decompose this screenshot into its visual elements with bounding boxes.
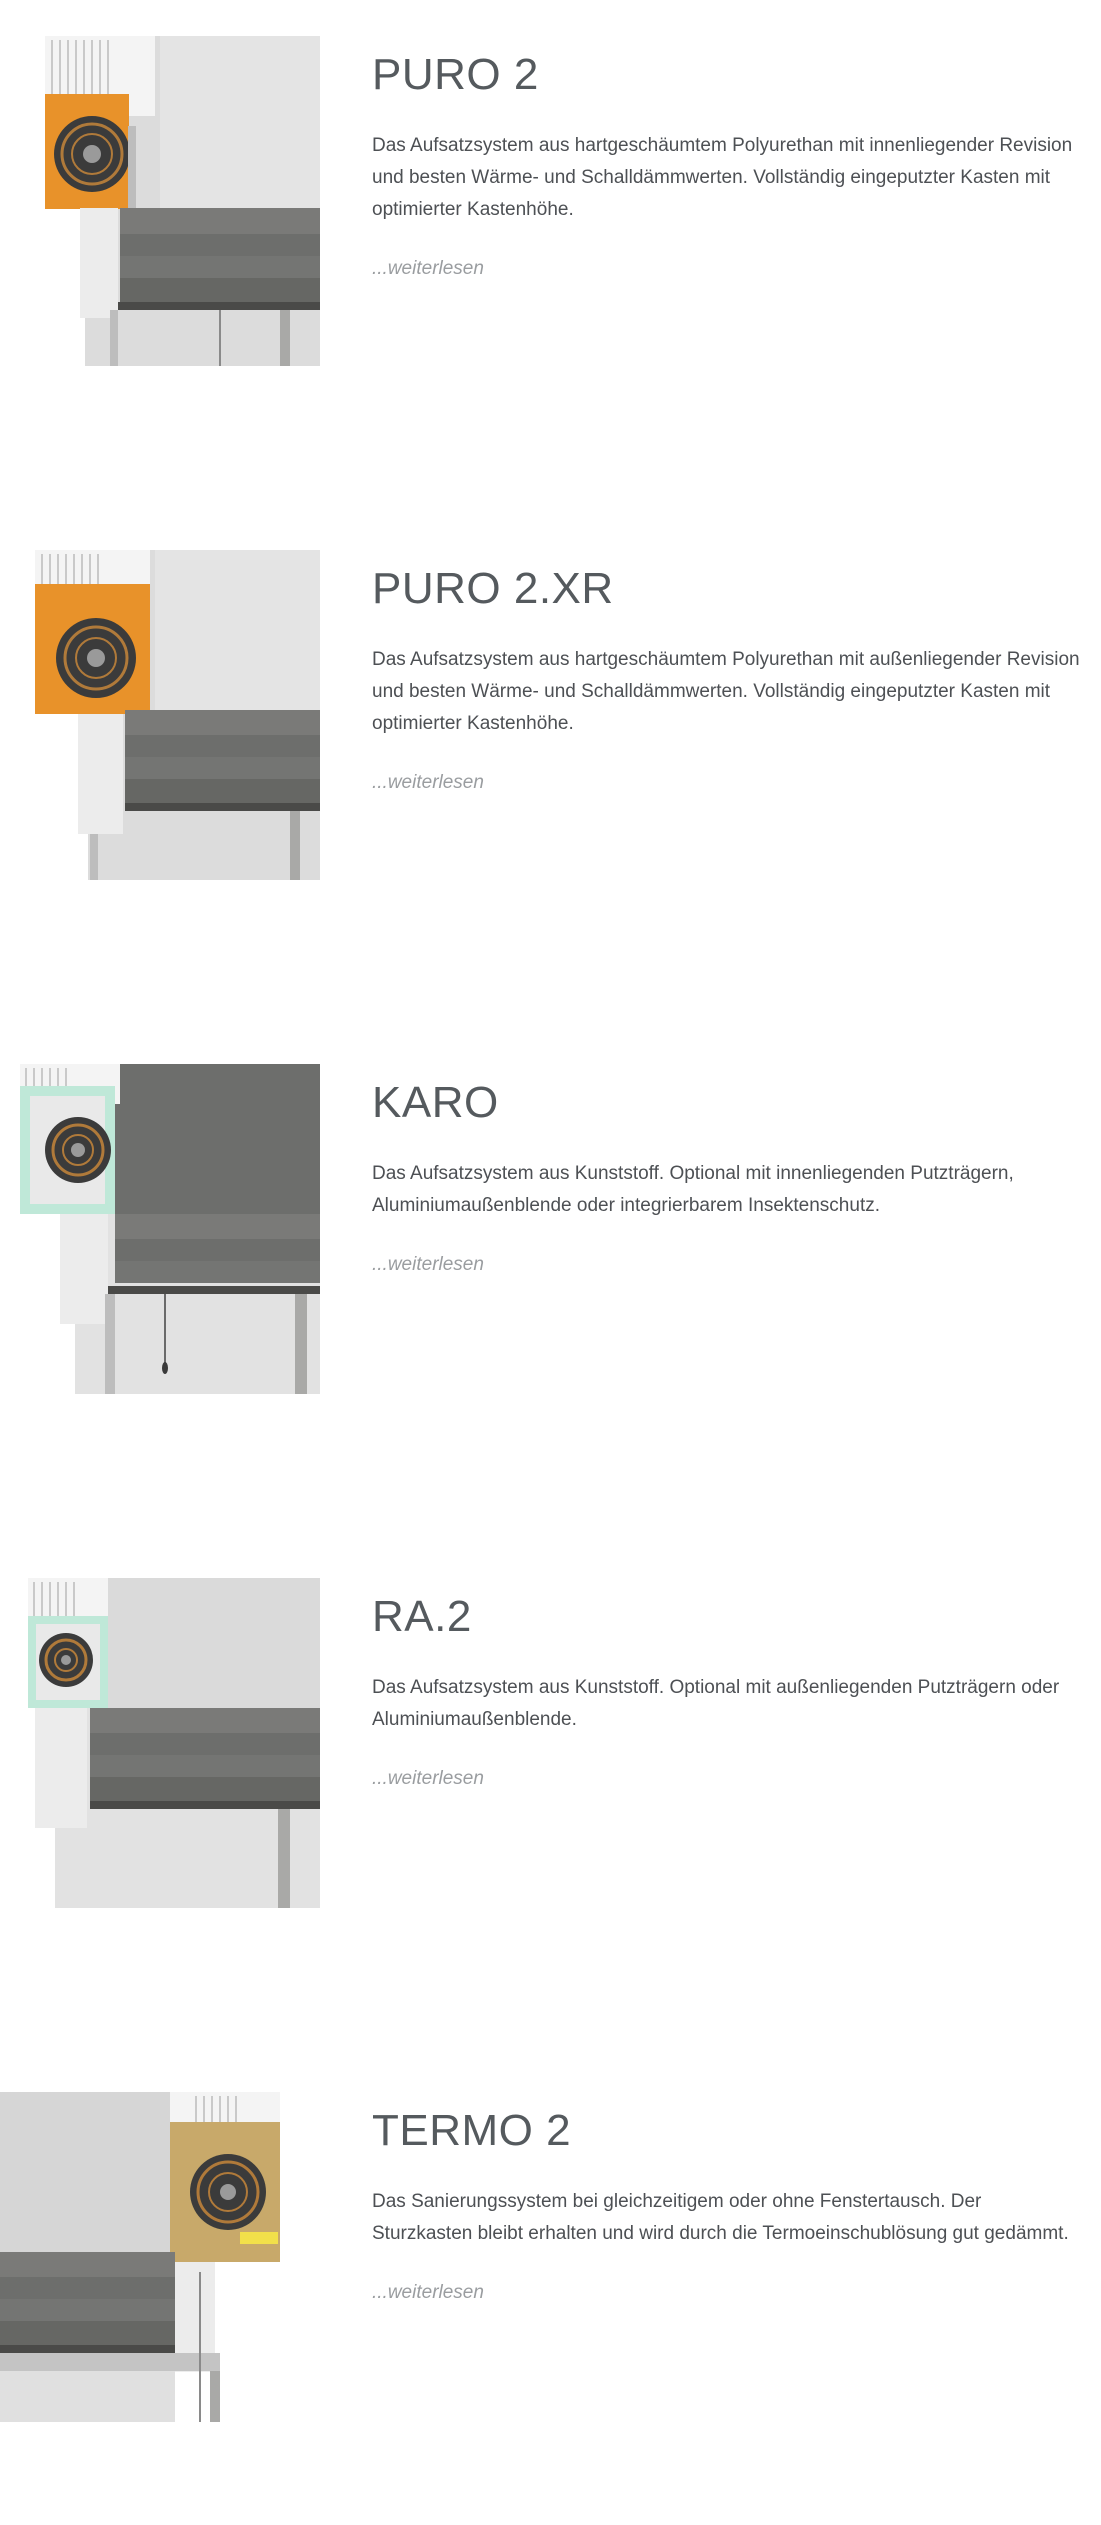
product-title: PURO 2	[372, 50, 539, 99]
roller-shutter-box-icon	[0, 36, 320, 366]
roller-shutter-box-icon	[0, 2092, 320, 2422]
product-text	[372, 1078, 1082, 1276]
product-image-puro-2-xr[interactable]	[0, 550, 320, 880]
product-description: Das Aufsatzsystem aus hartgeschäumtem Polyurethan mit außenliegender Revision und besten Wärme- und Schalldämmwerten. Vollständig eingeputzter Kasten mit optimierter Kastenhöhe.	[372, 649, 1080, 734]
product-description: Das Aufsatzsystem aus Kunststoff. Optional mit innenliegenden Putzträgern, Aluminiumaußenblende oder integrierbarem Insektenschutz.	[372, 1163, 1014, 1216]
product-description: Das Aufsatzsystem aus Kunststoff. Optional mit außenliegenden Putzträgern oder Aluminiumaußenblende.	[372, 1677, 1060, 1730]
product-karo	[0, 1064, 1101, 1394]
roller-shutter-box-icon	[0, 550, 320, 880]
product-ra-2	[0, 1578, 1101, 1908]
read-more-link[interactable]: ...weiterlesen	[372, 1768, 484, 1789]
product-title: KARO	[372, 1078, 499, 1127]
roller-shutter-box-icon	[0, 1064, 320, 1394]
read-more-link[interactable]: ...weiterlesen	[372, 772, 484, 793]
product-text	[372, 1592, 1082, 1790]
product-title: RA.2	[372, 1592, 472, 1641]
product-text	[372, 50, 1082, 280]
product-puro-2	[0, 36, 1101, 366]
read-more-link[interactable]: ...weiterlesen	[372, 2282, 484, 2303]
product-description: Das Sanierungssystem bei gleichzeitigem oder ohne Fenstertausch. Der Sturzkasten bleibt erhalten und wird durch die Termoeinschublösung gut gedämmt.	[372, 2191, 1069, 2244]
product-image-karo[interactable]	[0, 1064, 320, 1394]
product-text	[372, 564, 1082, 794]
product-image-ra-2[interactable]	[0, 1578, 320, 1908]
product-puro-2-xr	[0, 550, 1101, 880]
product-termo-2	[0, 2092, 1101, 2422]
roller-shutter-box-icon	[0, 1578, 320, 1908]
read-more-link[interactable]: ...weiterlesen	[372, 1254, 484, 1275]
product-description: Das Aufsatzsystem aus hartgeschäumtem Polyurethan mit innenliegender Revision und besten Wärme- und Schalldämmwerten. Vollständig eingeputzter Kasten mit optimierter Kastenhöhe.	[372, 135, 1073, 220]
product-image-puro-2[interactable]	[0, 36, 320, 366]
product-image-termo-2[interactable]	[0, 2092, 320, 2422]
product-title: TERMO 2	[372, 2106, 572, 2155]
read-more-link[interactable]: ...weiterlesen	[372, 258, 484, 279]
product-text	[372, 2106, 1082, 2304]
product-title: PURO 2.XR	[372, 564, 614, 613]
